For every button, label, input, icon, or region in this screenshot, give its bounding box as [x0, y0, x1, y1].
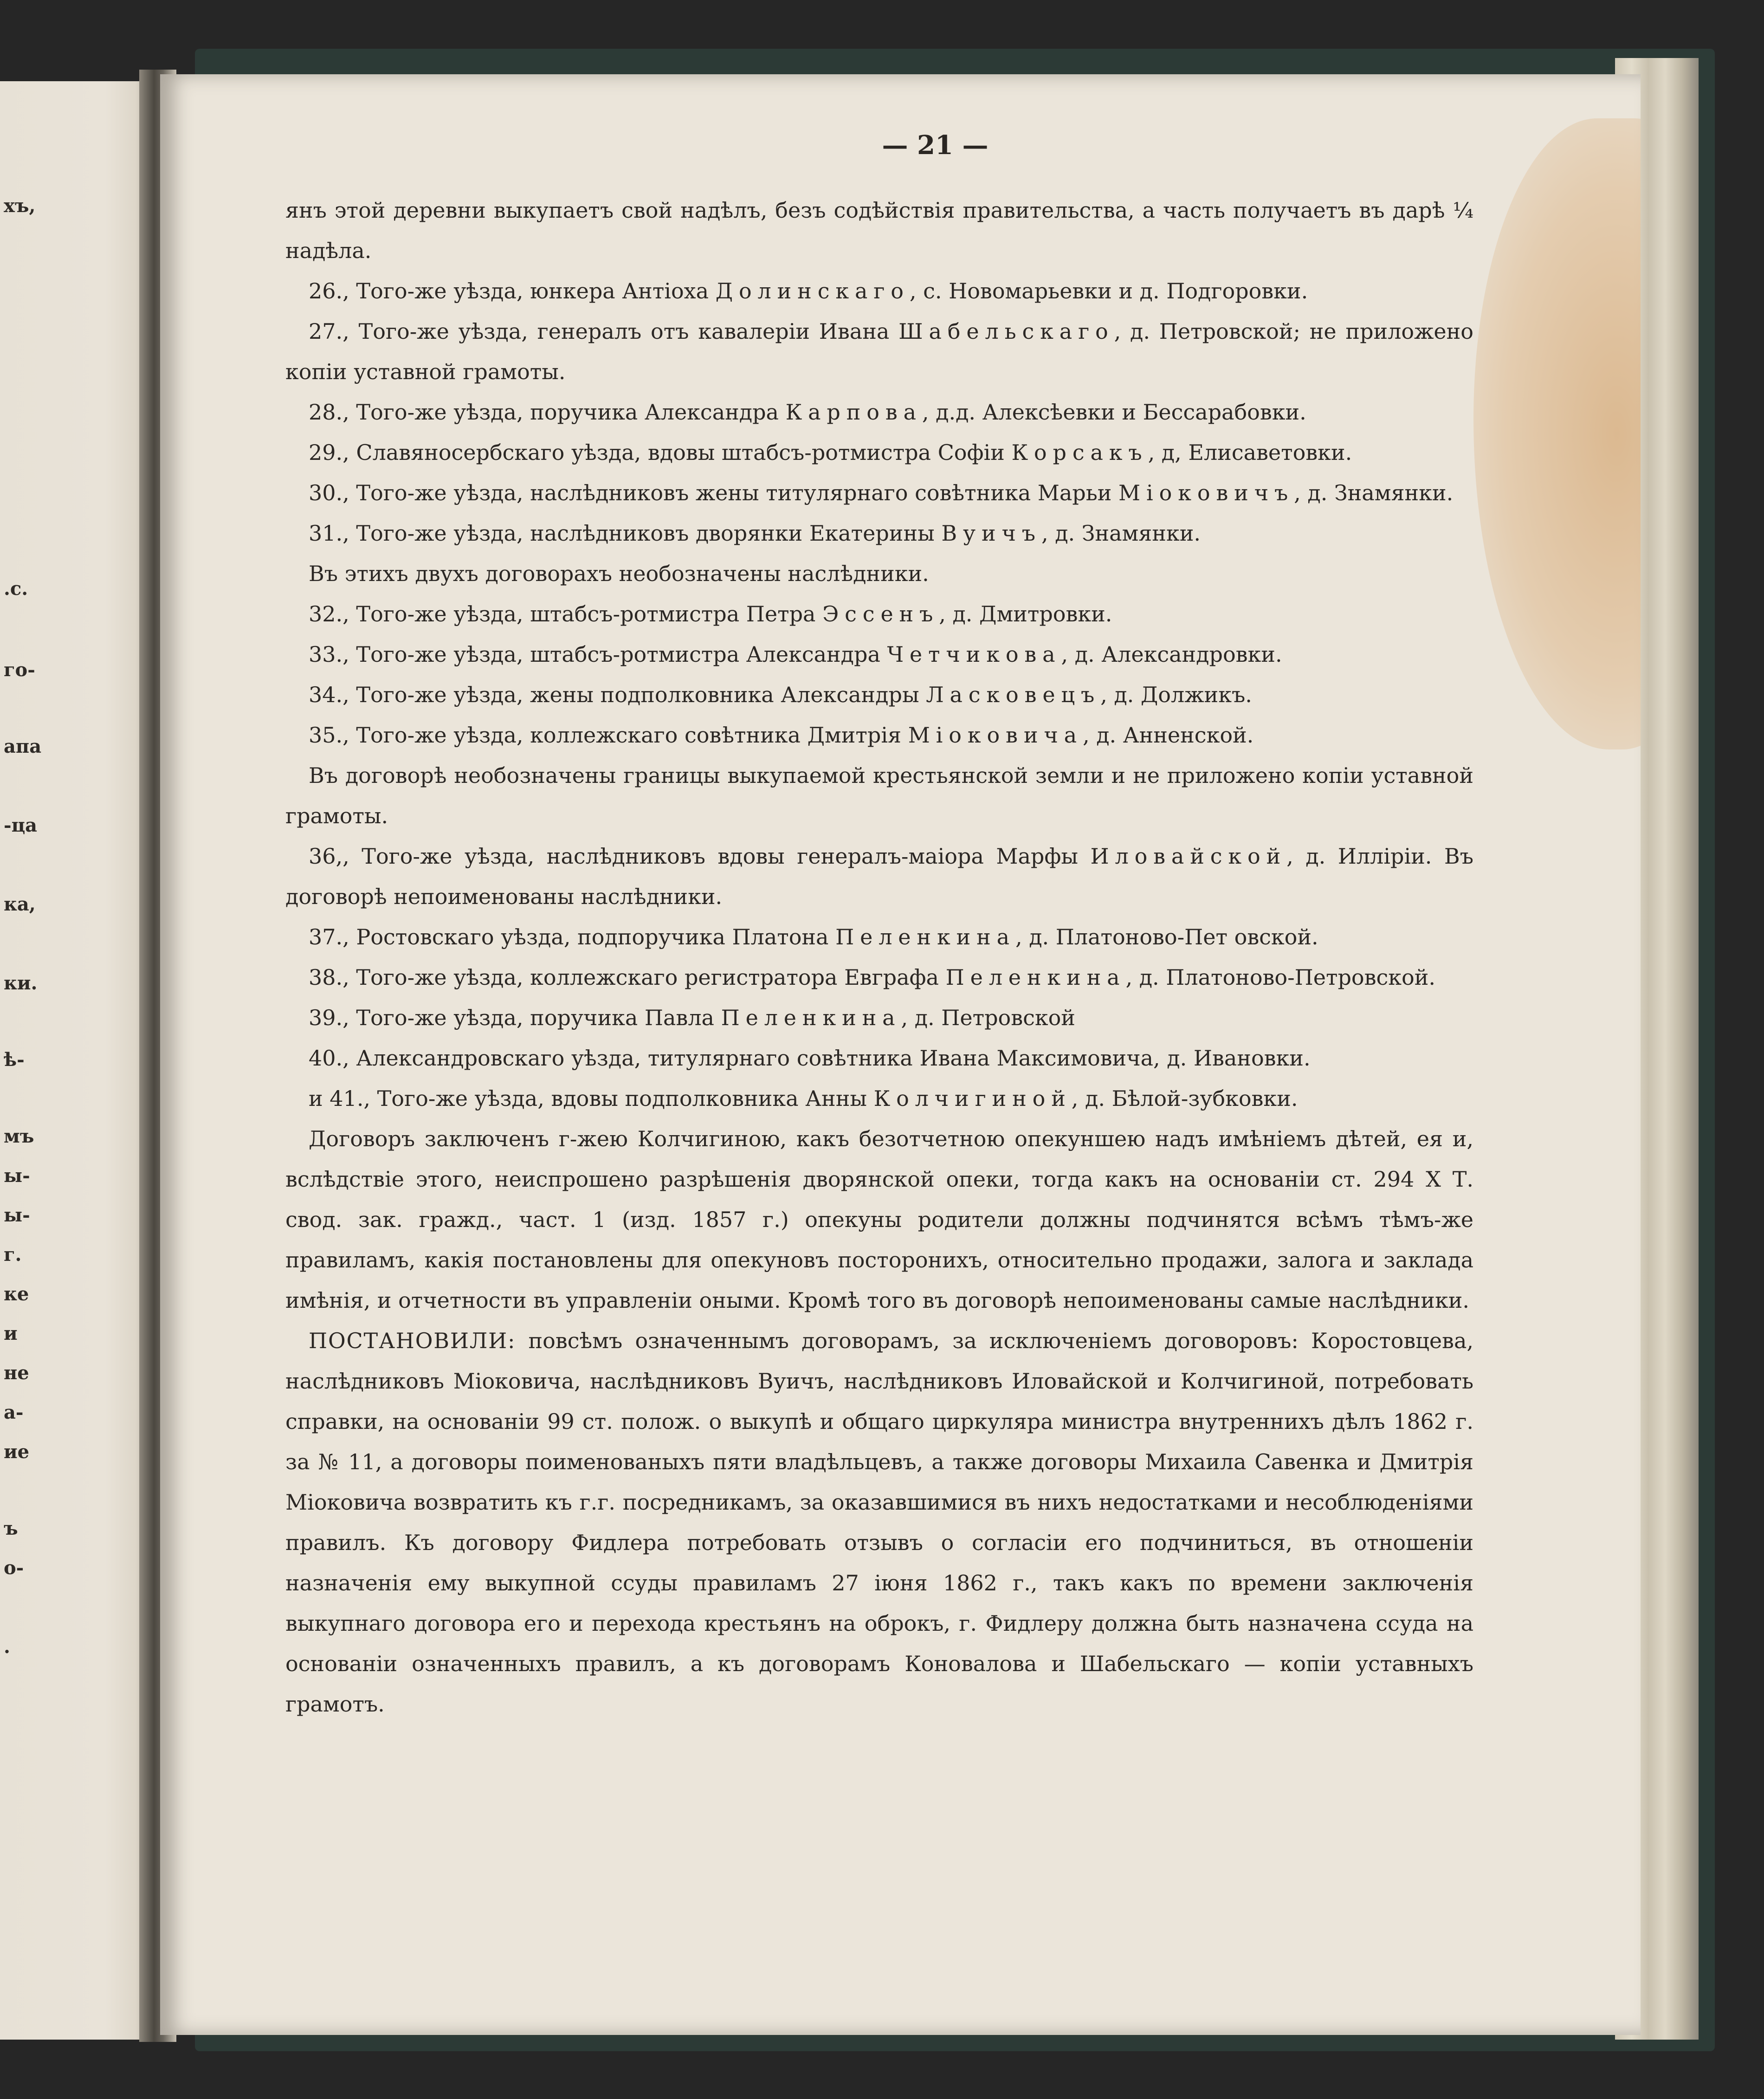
note-41: Договоръ заключенъ г-жею Колчигиною, какъ безотчетною опекуншею надъ имѣніемъ дѣтей, ея и, вслѣдствіе этого, неиспрошено разрѣшенія дворянской опеки, тогда какъ на основаніи ст. 294 X Т. свод. зак. гражд., част. 1 (изд. 1857 г.) опекуны родители должны подчинятся всѣмъ тѣмъ-же правиламъ, какія постановлены для опекуновъ посторонихъ, относительно продажи, залога и заклада имѣнія, и отчетности въ управленіи оными. Кромѣ того въ договорѣ непоименованы самые наслѣдники.	[285, 1126, 1473, 1313]
entry-41: и 41., Того-же уѣзда, вдовы подполковника Анны Колчигиной, д. Бѣлой-зубковки.	[309, 1086, 1298, 1111]
fringe-fragment: ы-	[4, 1204, 30, 1226]
note-31: Въ этихъ двухъ договорахъ необозначены наслѣдники.	[309, 561, 929, 586]
fringe-fragment: ка,	[4, 893, 36, 915]
fringe-fragment: г.	[4, 1244, 22, 1266]
fringe-fragment: ѣ-	[4, 1049, 25, 1071]
entry-37: 37., Ростовскаго уѣзда, подпоручика Платона Пеленкина, д. Платоново-Пет овской.	[309, 924, 1318, 949]
entry-29: 29., Славяносербскаго уѣзда, вдовы штабсъ-ротмистра Софіи Корсакъ, д, Елисаветовки.	[309, 440, 1352, 465]
note-35: Въ договорѣ необозначены границы выкупаемой крестьянской земли и не приложено копіи уставной грамоты.	[285, 763, 1473, 828]
entry-35: 35., Того-же уѣзда, коллежскаго совѣтника Дмитрія Міоковича, д. Анненской.	[309, 723, 1254, 748]
fringe-fragment: ке	[4, 1283, 29, 1305]
entry-26: 26., Того-же уѣзда, юнкера Антіоха Долинскаго, с. Новомарьевки и д. Подгоровки.	[309, 278, 1308, 304]
page-number: — 21 —	[882, 130, 989, 161]
fringe-fragment: ъ	[4, 1518, 18, 1539]
fringe-fragment: а-	[4, 1401, 24, 1423]
entry-28: 28., Того-же уѣзда, поручика Александра Карпова, д.д. Алексѣевки и Бессарабовки.	[309, 400, 1306, 425]
fringe-fragment: -ца	[4, 814, 38, 836]
entry-40: 40., Александровскаго уѣзда, титулярнаго совѣтника Ивана Максимовича, д. Ивановки.	[309, 1046, 1311, 1071]
fringe-fragment: мъ	[4, 1125, 34, 1147]
left-page-text-fringe	[0, 81, 151, 2040]
fringe-fragment: .с.	[4, 578, 28, 600]
page-body	[285, 190, 1473, 1724]
fringe-fragment: не	[4, 1362, 29, 1384]
entry-36: 36,, Того-же уѣзда, наслѣдниковъ вдовы генералъ-маіора Марфы Иловайской, д. Илліріи. Въ договорѣ непоименованы наслѣдники.	[285, 844, 1474, 909]
paper-stain	[1473, 118, 1641, 749]
paragraph-intro: янъ этой деревни выкупаетъ свой надѣлъ, безъ содѣйствія правительства, а часть получаетъ въ дарѣ ¼ надѣла.	[285, 198, 1473, 263]
entry-39: 39., Того-же уѣзда, поручика Павла Пеленкина, д. Петровской	[309, 1005, 1075, 1030]
fringe-fragment: и	[4, 1323, 18, 1344]
left-page	[0, 81, 151, 2040]
entry-34: 34., Того-же уѣзда, жены подполковника Александры Ласковецъ, д. Должикъ.	[309, 682, 1252, 707]
fringe-fragment: хъ,	[4, 195, 36, 217]
resolution-lead: ПОСТАНОВИЛИ:	[309, 1328, 516, 1353]
main-page	[160, 74, 1641, 2035]
fringe-fragment: ки.	[4, 972, 38, 994]
entry-30: 30., Того-же уѣзда, наслѣдниковъ жены титулярнаго совѣтника Марьи Міоковичъ, д. Знамянки.	[309, 480, 1454, 505]
fringe-fragment: ие	[4, 1441, 30, 1463]
resolution-paragraph: ПОСТАНОВИЛИ: повсѣмъ означеннымъ договорамъ, за исключеніемъ договоровъ: Коростовцева, наслѣдниковъ Міоковича, наслѣдниковъ Вуичъ, наслѣдниковъ Иловайской и Колчигиной, потребовать справки, на основаніи 99 ст. полож. о выкупѣ и общаго циркуляра министра внутреннихъ дѣлъ 1862 г. за № 11, а договоры поименованыхъ пяти владѣльцевъ, а также договоры Михаила Савенка и Дмитрія Міоковича возвратить къ г.г. посредникамъ, за оказавшимися въ нихъ недостатками и несоблюденіями правилъ. Къ договору Фидлера потребовать отзывъ о согласіи его подчиниться, въ отношеніи назначенія ему выкупной ссуды правиламъ 27 іюня 1862 г., такъ какъ по времени заключенія выкупнаго договора его и перехода крестьянъ на оброкъ, г. Фидлеру должна быть назначена ссуда на основаніи означенныхъ правилъ, а къ договорамъ Коновалова и Шабельскаго — копіи уставныхъ грамотъ.	[285, 1328, 1473, 1717]
fringe-fragment: ы-	[4, 1165, 30, 1187]
fringe-fragment: апа	[4, 736, 42, 757]
entry-32: 32., Того-же уѣзда, штабсъ-ротмистра Петра Эссенъ, д. Дмитровки.	[309, 601, 1112, 626]
fringe-fragment: о-	[4, 1557, 24, 1579]
entry-33: 33., Того-же уѣзда, штабсъ-ротмистра Александра Четчикова, д. Александровки.	[309, 642, 1282, 667]
fringe-fragment: .	[4, 1636, 10, 1658]
entry-27: 27., Того-же уѣзда, генералъ отъ кавалеріи Ивана Шабельскаго, д. Петровской; не приложено копіи уставной грамоты.	[285, 319, 1474, 384]
entry-31: 31., Того-же уѣзда, наслѣдниковъ дворянки Екатерины Вуичъ, д. Знамянки.	[309, 521, 1201, 546]
entry-38: 38., Того-же уѣзда, коллежскаго регистратора Евграфа Пеленкина, д. Платоново-Петровской.	[309, 965, 1435, 990]
fringe-fragment: го-	[4, 659, 35, 681]
